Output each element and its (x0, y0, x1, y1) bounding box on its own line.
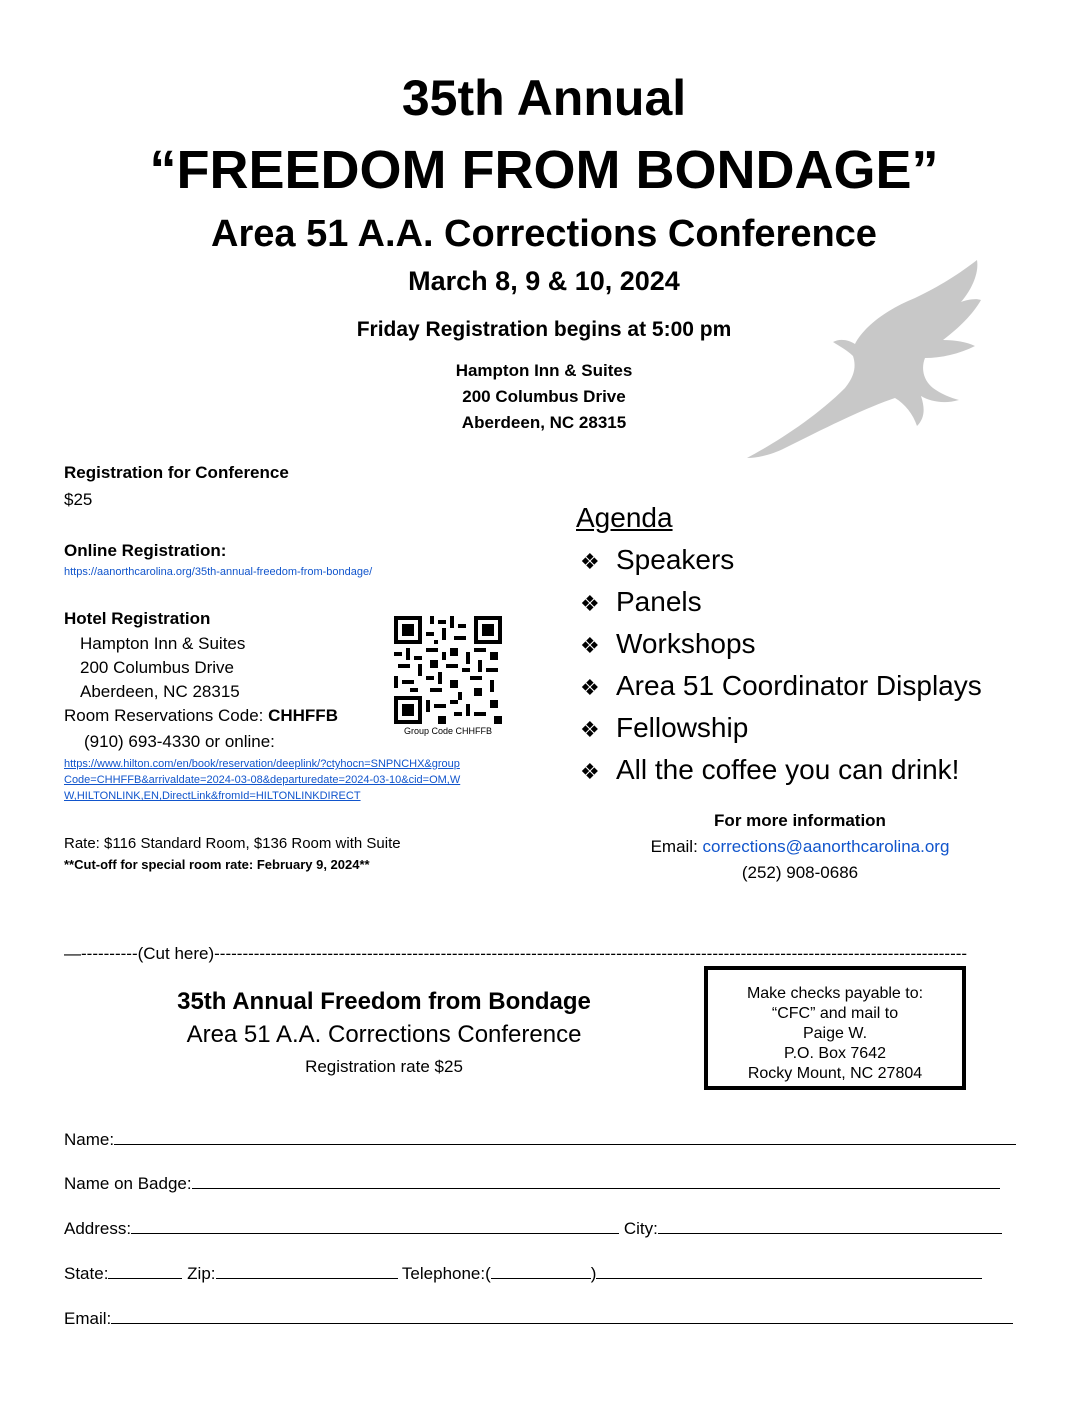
diamond-bullet-icon: ❖ (580, 717, 600, 742)
state-row (64, 1260, 982, 1284)
venue-name: Hampton Inn & Suites (455, 361, 633, 380)
payable-line-4: P.O. Box 7642 (784, 1045, 886, 1062)
more-info-title: For more information (714, 811, 886, 830)
agenda-item: ❖ Panels (580, 582, 982, 624)
payable-line-5: Rocky Mount, NC 27804 (747, 1065, 923, 1082)
venue-city: Aberdeen, NC 28315 (461, 413, 627, 432)
hotel-registration-title: Hotel Registration (64, 609, 211, 628)
hotel-link-line-3[interactable]: W,HILTONLINK,EN,DirectLink&fromId=HILTONLINKDIRECT (64, 790, 361, 802)
zip-field[interactable] (216, 1260, 398, 1279)
diamond-bullet-icon: ❖ (580, 675, 600, 700)
agenda-item: ❖ Workshops (580, 624, 982, 666)
more-info (560, 808, 1040, 886)
title-conference: Area 51 A.A. Corrections Conference (211, 213, 877, 255)
payable-line-3: Paige W. (802, 1025, 868, 1042)
payable-line-2: “CFC” and mail to (771, 1005, 899, 1022)
telephone-label: Telephone:( (401, 1264, 491, 1283)
qr-code-icon[interactable] (394, 616, 502, 724)
payable-line-1: Make checks payable to: (746, 985, 924, 1002)
badge-name-field[interactable] (192, 1170, 1000, 1189)
eagle-icon (745, 258, 983, 460)
registration-title: Registration for Conference (64, 463, 289, 482)
room-code-label: Room Reservations Code: (64, 706, 269, 725)
state-label: State: (64, 1264, 109, 1283)
cut-line: —----------(Cut here)------------------------------------------------------------------------------------------------------------------------------------- (64, 944, 968, 963)
agenda-item: ❖ Area 51 Coordinator Displays (580, 666, 982, 708)
address-label: Address: (64, 1219, 132, 1238)
registration-time: Friday Registration begins at 5:00 pm (356, 318, 732, 341)
area-code-field[interactable] (491, 1260, 591, 1279)
form-header (84, 986, 684, 1082)
form-subtitle: Area 51 A.A. Corrections Conference (186, 1021, 582, 1048)
agenda-item: ❖ Fellowship (580, 708, 982, 750)
conference-dates: March 8, 9 & 10, 2024 (408, 266, 680, 296)
address-row (64, 1215, 1002, 1239)
diamond-bullet-icon: ❖ (580, 591, 600, 616)
hotel-link-line-2[interactable]: Code=CHHFFB&arrivaldate=2024-03-08&departuredate=2024-03-10&cid=OM,W (64, 774, 461, 786)
state-field[interactable] (108, 1260, 182, 1279)
diamond-bullet-icon: ❖ (580, 759, 600, 784)
agenda-item: ❖ Speakers (580, 540, 982, 582)
agenda-list (580, 540, 982, 792)
badge-label: Name on Badge: (64, 1174, 192, 1193)
agenda-item: ❖ All the coffee you can drink! (580, 750, 982, 792)
email-row (64, 1305, 1013, 1329)
title-main: “FREEDOM FROM BONDAGE” (149, 140, 939, 200)
rate-cutoff: **Cut-off for special room rate: February 9, 2024** (64, 857, 370, 872)
venue-street: 200 Columbus Drive (462, 387, 626, 406)
room-code-line (64, 706, 338, 726)
agenda-title: Agenda (576, 502, 673, 533)
name-label: Name: (64, 1130, 115, 1149)
name-field[interactable] (114, 1126, 1016, 1145)
hotel-street: 200 Columbus Drive (80, 658, 235, 677)
registration-fee: $25 (64, 490, 93, 509)
room-rate: Rate: $116 Standard Room, $136 Room with Suite (64, 835, 401, 852)
hotel-booking-link[interactable] (64, 756, 460, 804)
contact-phone: (252) 908-0686 (741, 863, 859, 882)
room-code: CHHFFB (268, 706, 338, 725)
online-registration-link[interactable]: https://aanorthcarolina.org/35th-annual-freedom-from-bondage/ (64, 566, 373, 578)
telephone-close: ) (590, 1264, 597, 1283)
form-email-label: Email: (64, 1309, 112, 1328)
hotel-name: Hampton Inn & Suites (80, 634, 246, 653)
form-title: 35th Annual Freedom from Bondage (177, 988, 591, 1015)
payment-box (704, 966, 966, 1090)
diamond-bullet-icon: ❖ (580, 633, 600, 658)
more-info-email-line (560, 834, 1040, 860)
email-field[interactable] (111, 1305, 1013, 1324)
diamond-bullet-icon: ❖ (580, 549, 600, 574)
title-annual: 35th Annual (401, 70, 687, 126)
qr-caption: Group Code CHHFFB (403, 726, 493, 736)
name-row (64, 1126, 1016, 1150)
city-label: City: (623, 1219, 658, 1238)
telephone-field[interactable] (596, 1260, 982, 1279)
online-registration-title: Online Registration: (64, 541, 227, 560)
hotel-phone: (910) 693-4330 or online: (84, 732, 275, 751)
address-field[interactable] (131, 1215, 619, 1234)
contact-email-link[interactable]: corrections@aanorthcarolina.org (702, 837, 950, 856)
badge-row (64, 1170, 1000, 1194)
hotel-city: Aberdeen, NC 28315 (80, 682, 240, 701)
hotel-link-line-1[interactable]: https://www.hilton.com/en/book/reservation/deeplink/?ctyhocn=SNPNCHX&group (64, 758, 460, 770)
city-field[interactable] (658, 1215, 1002, 1234)
email-label: Email: (650, 837, 703, 856)
form-rate: Registration rate $25 (305, 1057, 463, 1076)
zip-label: Zip: (187, 1264, 216, 1283)
